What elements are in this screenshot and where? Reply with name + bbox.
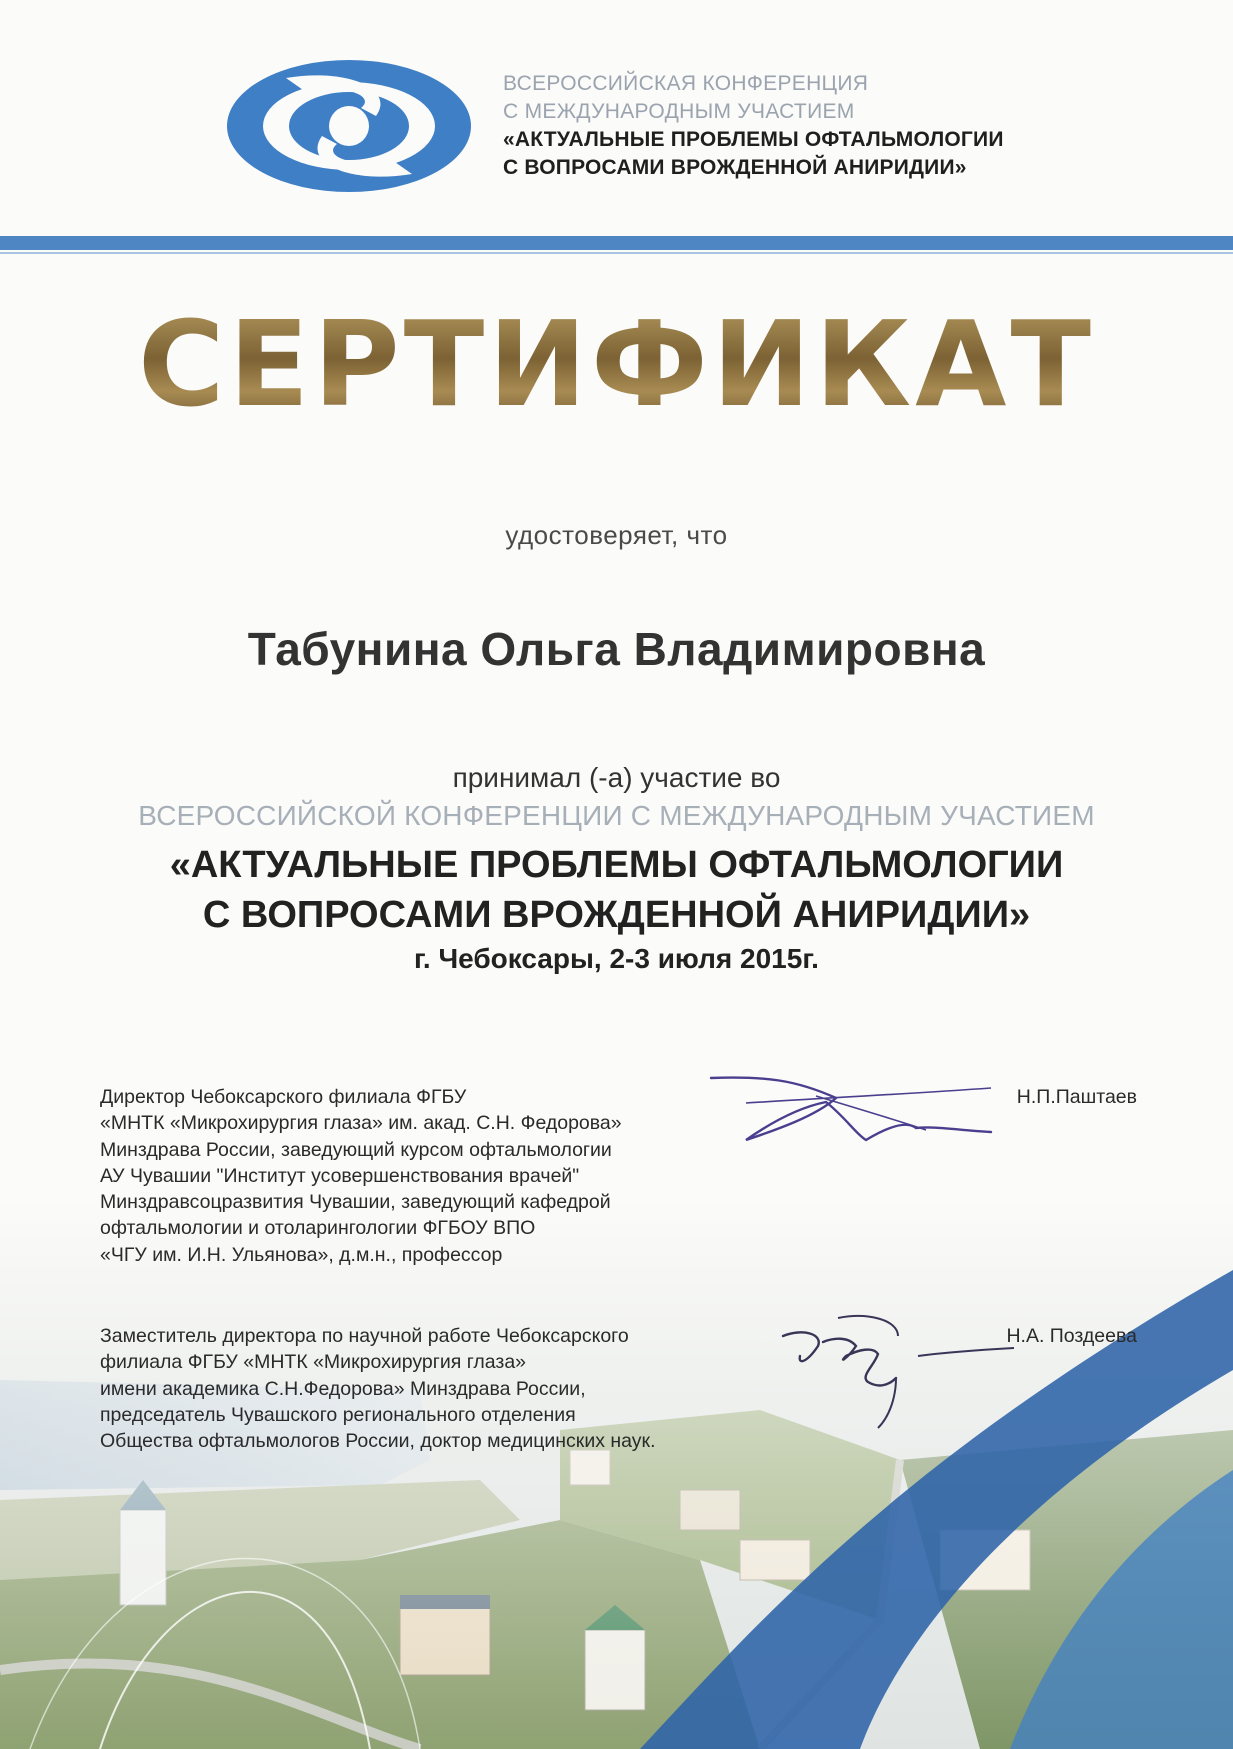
conference-header (503, 70, 1123, 182)
signatory-2-line: Общества офтальмологов России, доктор медицинских наук. (100, 1430, 656, 1453)
header-divider (0, 236, 1233, 250)
place-and-date: г. Чебоксары, 2-3 июля 2015г. (414, 943, 819, 974)
signatory-2-line: Заместитель директора по научной работе Чебоксарского (100, 1325, 629, 1347)
header-line-1: ВСЕРОССИЙСКАЯ КОНФЕРЕНЦИЯ (503, 72, 869, 95)
header-divider-thin (0, 252, 1233, 254)
city-photo-background (0, 1200, 1233, 1749)
conference-type: ВСЕРОССИЙСКОЙ КОНФЕРЕНЦИИ С МЕЖДУНАРОДНЫМ УЧАСТИЕМ (138, 800, 1095, 831)
signatory-1-line: Минздравсоцразвития Чувашии, заведующий кафедрой (100, 1191, 611, 1214)
signatory-2-position (100, 1323, 740, 1454)
signatory-1-position (100, 1084, 740, 1268)
signature-2-handwritten (778, 1306, 1018, 1436)
header-line-3: «АКТУАЛЬНЫЕ ПРОБЛЕМЫ ОФТАЛЬМОЛОГИИ (503, 128, 1004, 151)
header-line-2: С МЕЖДУНАРОДНЫМ УЧАСТИЕМ (503, 100, 855, 123)
conference-name (0, 840, 1233, 940)
recipient-name: Табунина Ольга Владимировна (247, 623, 986, 675)
signatory-1-line: Директор Чебоксарского филиала ФГБУ (100, 1086, 467, 1108)
conference-name-line-1: «АКТУАЛЬНЫЕ ПРОБЛЕМЫ ОФТАЛЬМОЛОГИИ (169, 844, 1064, 886)
header-line-4: С ВОПРОСАМИ ВРОЖДЕННОЙ АНИРИДИИ» (503, 156, 967, 179)
conference-logo-eye-icon (226, 58, 472, 194)
signatory-2-name: Н.А. Поздеева (1006, 1325, 1137, 1347)
signatory-1-name: Н.П.Паштаев (1016, 1086, 1137, 1108)
certifies-text: удостоверяет, что (505, 520, 728, 550)
participation-text: принимал (-а) участие во (452, 762, 781, 793)
signatory-1-line: АУ Чувашии "Институт усовершенствования врачей" (100, 1164, 580, 1187)
signatory-1-line: «ЧГУ им. И.Н. Ульянова», д.м.н., профессор (100, 1243, 503, 1266)
signatory-2-line: председатель Чувашского регионального отделения (100, 1403, 576, 1426)
certificate-title: СЕРТИФИКАТ (0, 300, 1233, 430)
signature-1-handwritten (706, 1068, 996, 1158)
signatory-2-line: имени академика С.Н.Федорова» Минздрава России, (100, 1377, 586, 1400)
conference-name-line-2: С ВОПРОСАМИ ВРОЖДЕННОЙ АНИРИДИИ» (202, 894, 1031, 936)
signatory-2-line: филиала ФГБУ «МНТК «Микрохирургия глаза» (100, 1351, 527, 1374)
signatory-1-line: офтальмологии и отоларингологии ФГБОУ ВПО (100, 1217, 536, 1240)
signatory-1-line: «МНТК «Микрохирургия глаза» им. акад. С.Н. Федорова» (100, 1112, 622, 1135)
signatory-1-line: Минздрава России, заведующий курсом офтальмологии (100, 1138, 612, 1161)
